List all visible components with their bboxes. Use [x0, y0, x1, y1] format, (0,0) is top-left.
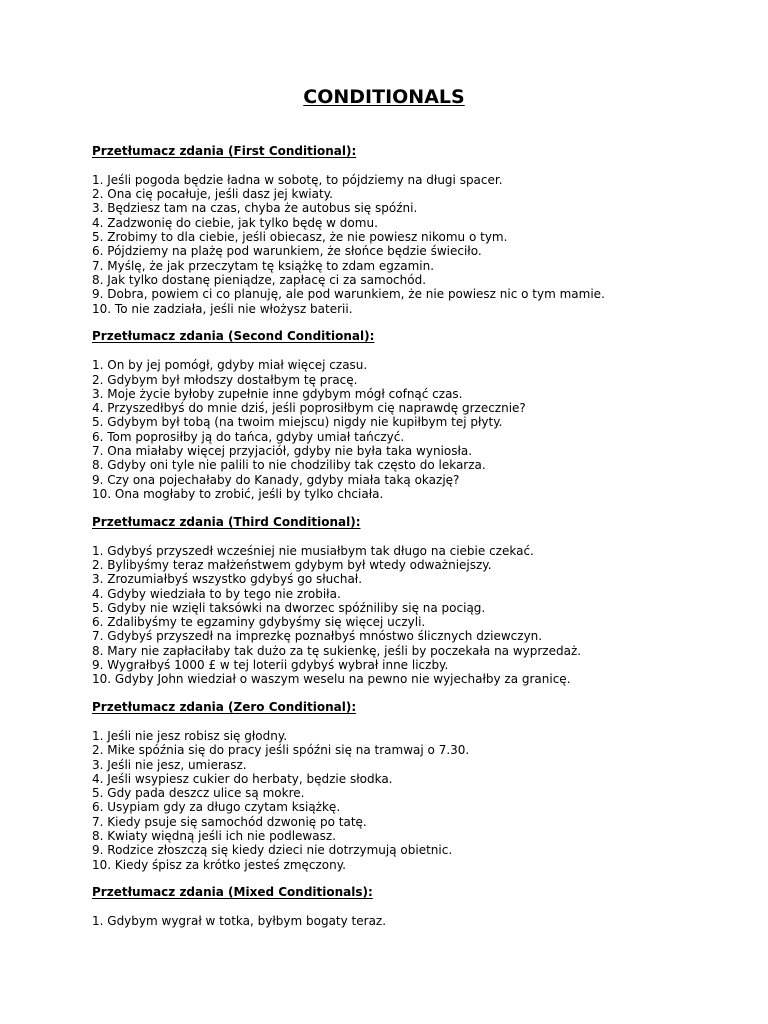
- section-second-conditional: [92, 329, 752, 501]
- sentence-item: 8. Gdyby oni tyle nie palili to nie chodziliby tak często do lekarza.: [92, 458, 486, 473]
- sentence-item: 3. Moje życie byłoby zupełnie inne gdybym mógł cofnąć czas.: [92, 386, 463, 401]
- sentence-item: 1. Jeśli nie jesz robisz się głodny.: [92, 728, 288, 743]
- sentence-item: 10. Ona mogłaby to zrobić, jeśli by tylko chciała.: [92, 486, 384, 501]
- sentence-item: 1. Jeśli pogoda będzie ładna w sobotę, to pójdziemy na długi spacer.: [92, 172, 503, 187]
- sentence-item: 3. Zrozumiałbyś wszystko gdybyś go słuchał.: [92, 572, 363, 587]
- section-first-conditional: [92, 144, 752, 316]
- sentence-item: 6. Pójdziemy na plażę pod warunkiem, że słońce będzie świeciło.: [92, 244, 482, 259]
- sentence-item: 9. Dobra, powiem ci co planuję, ale pod warunkiem, że nie powiesz nic o tym mamie.: [92, 287, 605, 302]
- sentence-item: 6. Tom poprosiłby ją do tańca, gdyby umiał tańczyć.: [92, 429, 405, 444]
- sentence-item: 8. Kwiaty więdną jeśli ich nie podlewasz.: [92, 829, 336, 844]
- sentence-item: 10. Kiedy śpisz za krótko jesteś zmęczony.: [92, 857, 346, 872]
- section-heading: Przetłumacz zdania (First Conditional):: [92, 144, 357, 158]
- sentence-item: 4. Przyszedłbyś do mnie dziś, jeśli poprosiłbym cię naprawdę grzecznie?: [92, 401, 526, 416]
- sentence-item: 9. Wygrałbyś 1000 £ w tej loterii gdybyś wybrał inne liczby.: [92, 657, 449, 672]
- sentence-item: 4. Gdyby wiedziała to by tego nie zrobiła.: [92, 586, 341, 601]
- sentence-item: 5. Gdyby nie wzięli taksówki na dworzec spóźniliby się na pociąg.: [92, 600, 486, 615]
- sentence-item: 2. Bylibyśmy teraz małżeństwem gdybym był wtedy odważniejszy.: [92, 557, 492, 572]
- sentence-item: 10. To nie zadziała, jeśli nie włożysz baterii.: [92, 301, 353, 316]
- sentence-item: 10. Gdyby John wiedział o waszym weselu na pewno nie wyjechałby za granicę.: [92, 672, 571, 687]
- sentence-item: 5. Zrobimy to dla ciebie, jeśli obiecasz, że nie powiesz nikomu o tym.: [92, 230, 508, 245]
- sentence-item: 4. Zadzwonię do ciebie, jak tylko będę w domu.: [92, 215, 378, 230]
- sentence-item: 7. Myślę, że jak przeczytam tę książkę to zdam egzamin.: [92, 258, 435, 273]
- sentence-item: 7. Kiedy psuje się samochód dzwonię po tatę.: [92, 814, 367, 829]
- sentence-item: 5. Gdy pada deszcz ulice są mokre.: [92, 786, 305, 801]
- section-heading: Przetłumacz zdania (Third Conditional):: [92, 514, 361, 529]
- sentence-item: 9. Rodzice złoszczą się kiedy dzieci nie dotrzymują obietnic.: [92, 843, 453, 858]
- sentence-item: 8. Jak tylko dostanę pieniądze, zapłacę ci za samochód.: [92, 272, 427, 287]
- sentence-item: 8. Mary nie zapłaciłaby tak dużo za tę sukienkę, jeśli by poczekała na wyprzedaż.: [92, 643, 582, 658]
- page-title: CONDITIONALS: [303, 86, 465, 108]
- sentence-item: 2. Mike spóźnia się do pracy jeśli spóźni się na tramwaj o 7.30.: [92, 743, 470, 758]
- sentence-item: 2. Gdybym był młodszy dostałbym tę pracę.: [92, 372, 358, 387]
- sentence-item: 6. Usypiam gdy za długo czytam książkę.: [92, 800, 341, 815]
- sentence-item: 2. Ona cię pocałuje, jeśli dasz jej kwiaty.: [92, 187, 333, 202]
- section-third-conditional: [92, 515, 752, 687]
- sentence-item: 3. Jeśli nie jesz, umierasz.: [92, 757, 247, 772]
- sentence-item: 3. Będziesz tam na czas, chyba że autobus się spóźni.: [92, 201, 418, 216]
- section-heading: Przetłumacz zdania (Mixed Conditionals):: [92, 885, 373, 900]
- section-heading: Przetłumacz zdania (Second Conditional):: [92, 329, 375, 344]
- sentence-item: 1. On by jej pomógł, gdyby miał więcej czasu.: [92, 358, 368, 373]
- section-mixed-conditionals: [92, 885, 752, 928]
- sentence-item: 1. Gdybym wygrał w totka, byłbym bogaty teraz.: [92, 914, 387, 929]
- section-zero-conditional: [92, 700, 752, 872]
- section-heading: Przetłumacz zdania (Zero Conditional):: [92, 700, 357, 715]
- sentence-item: 5. Gdybym był tobą (na twoim miejscu) nigdy nie kupiłbym tej płyty.: [92, 415, 503, 430]
- sentence-item: 1. Gdybyś przyszedł wcześniej nie musiałbym tak długo na ciebie czekać.: [92, 543, 534, 558]
- sentence-item: 4. Jeśli wsypiesz cukier do herbaty, będzie słodka.: [92, 771, 393, 786]
- sentence-item: 7. Gdybyś przyszedł na imprezkę poznałbyś mnóstwo ślicznych dziewczyn.: [92, 629, 543, 644]
- sentence-item: 7. Ona miałaby więcej przyjaciół, gdyby nie była taka wyniosła.: [92, 444, 473, 459]
- sentence-item: 9. Czy ona pojechałaby do Kanady, gdyby miała taką okazję?: [92, 472, 460, 487]
- sentence-item: 6. Zdalibyśmy te egzaminy gdybyśmy się więcej uczyli.: [92, 615, 426, 630]
- exercise-content: [92, 144, 752, 942]
